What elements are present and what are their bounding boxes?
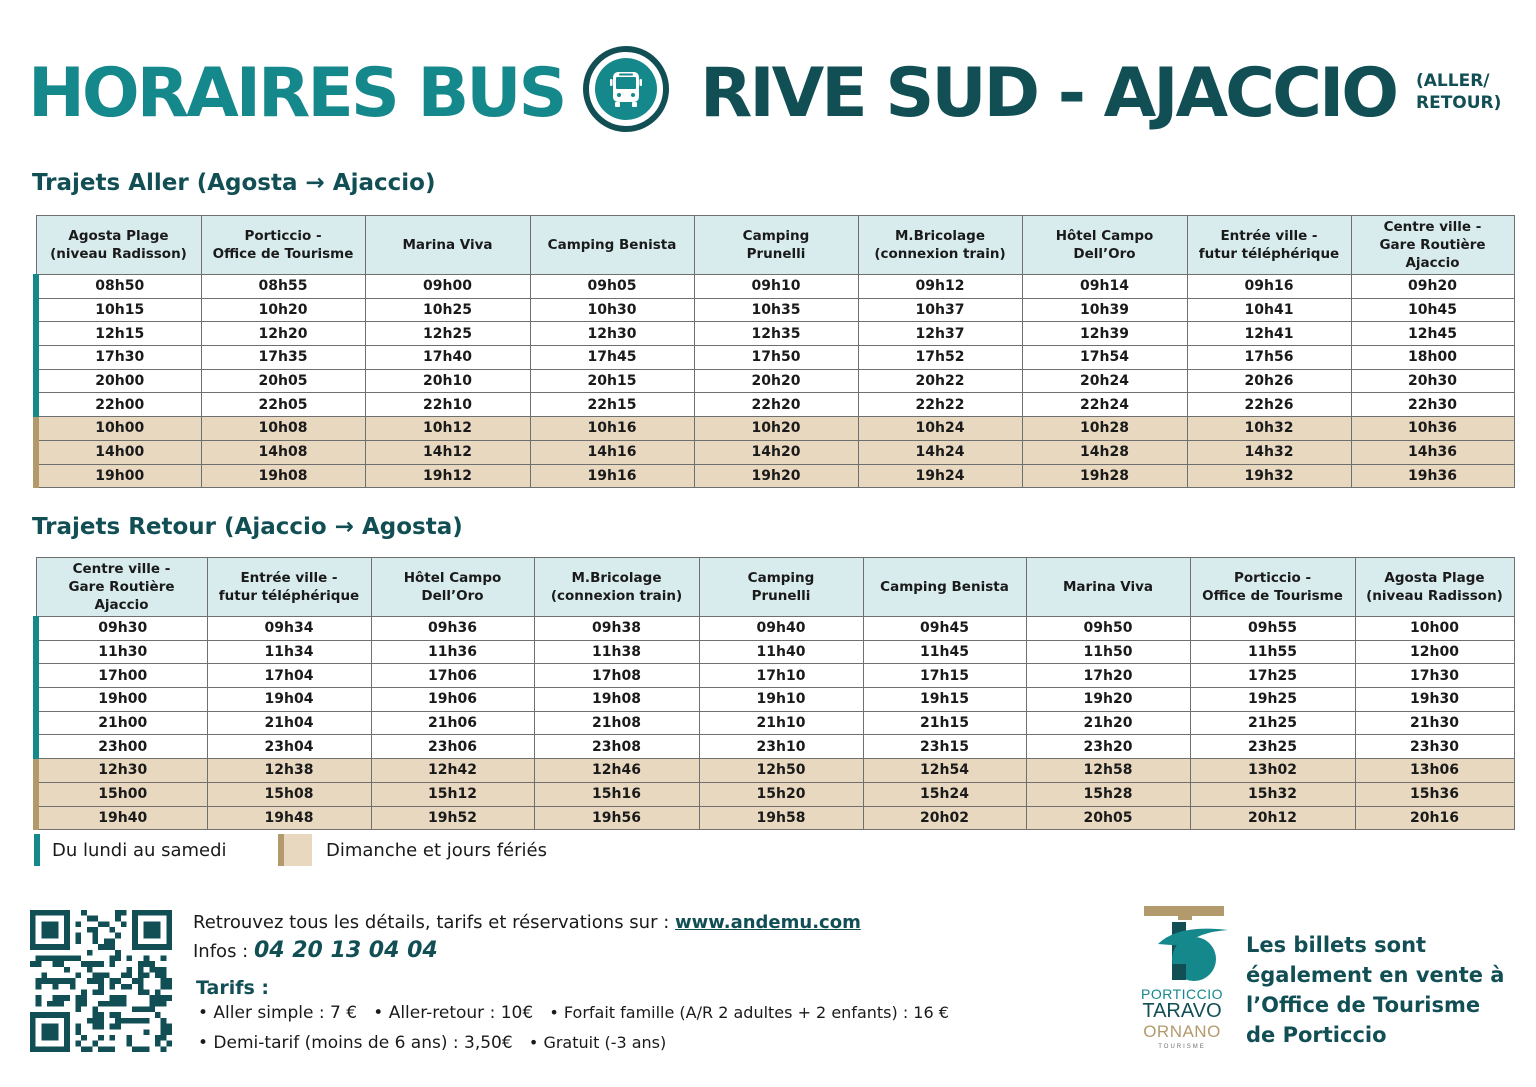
retour-column-header (371, 558, 534, 617)
time-cell: 11h36 (371, 640, 534, 664)
time-cell: 09h55 (1190, 617, 1355, 641)
time-cell: 10h30 (530, 298, 694, 322)
time-cell: 14h12 (365, 440, 530, 464)
time-cell: 23h10 (699, 735, 863, 759)
time-cell: 14h32 (1187, 440, 1351, 464)
time-cell: 21h20 (1026, 711, 1190, 735)
time-cell: 19h52 (371, 806, 534, 830)
time-cell: 15h20 (699, 782, 863, 806)
time-cell: 08h50 (36, 275, 201, 299)
time-cell: 23h30 (1355, 735, 1514, 759)
time-cell: 21h00 (36, 711, 207, 735)
retour-timetable (33, 557, 1515, 830)
time-cell: 19h36 (1351, 464, 1514, 488)
time-cell: 18h00 (1351, 346, 1514, 370)
time-cell: 09h20 (1351, 275, 1514, 299)
aller-column-header (530, 216, 694, 275)
time-cell: 14h20 (694, 440, 858, 464)
column-header-line: futur téléphérique (218, 588, 360, 604)
retour-column-header (36, 558, 207, 617)
time-cell: 12h54 (863, 759, 1026, 783)
column-header-line: Porticcio - (244, 228, 322, 244)
time-cell: 11h45 (863, 640, 1026, 664)
time-cell: 22h24 (1022, 393, 1187, 417)
time-cell: 20h26 (1187, 369, 1351, 393)
column-header-line: Prunelli (746, 246, 806, 262)
time-cell: 17h54 (1022, 346, 1187, 370)
time-cell: 17h08 (534, 664, 699, 688)
time-cell: 20h22 (858, 369, 1022, 393)
time-cell: 15h00 (36, 782, 207, 806)
column-header-line: Hôtel Campo (403, 570, 502, 586)
time-cell: 09h14 (1022, 275, 1187, 299)
page-title-left: HORAIRES BUS (28, 54, 565, 133)
legend-weekday-swatch (34, 834, 40, 866)
time-cell: 10h12 (365, 417, 530, 441)
time-cell: 10h08 (201, 417, 365, 441)
time-cell: 09h50 (1026, 617, 1190, 641)
logo-line-ornano: ORNANO (1143, 1022, 1221, 1041)
legend-weekday-label: Du lundi au samedi (52, 839, 227, 861)
time-cell: 21h08 (534, 711, 699, 735)
tarifs-title: Tarifs : (196, 977, 270, 999)
column-header-line: Camping (742, 228, 810, 244)
legend-sunday (278, 834, 547, 866)
time-cell: 09h38 (534, 617, 699, 641)
website-link[interactable]: www.andemu.com (675, 912, 861, 933)
time-cell: 22h26 (1187, 393, 1351, 417)
time-cell: 11h40 (699, 640, 863, 664)
time-cell: 14h24 (858, 440, 1022, 464)
legend-sunday-label: Dimanche et jours fériés (326, 839, 547, 861)
tarif-line-2 (198, 1033, 666, 1053)
time-cell: 09h40 (699, 617, 863, 641)
column-header-line: Centre ville - (72, 561, 171, 577)
column-header-line: Agosta Plage (68, 228, 169, 244)
time-cell: 09h45 (863, 617, 1026, 641)
time-cell: 17h40 (365, 346, 530, 370)
time-cell: 19h25 (1190, 688, 1355, 712)
time-cell: 20h15 (530, 369, 694, 393)
time-cell: 20h20 (694, 369, 858, 393)
phone-number[interactable]: 04 20 13 04 04 (253, 938, 438, 963)
aller-column-header (365, 216, 530, 275)
time-cell: 10h24 (858, 417, 1022, 441)
time-cell: 09h36 (371, 617, 534, 641)
column-header-line: Centre ville - (1383, 219, 1482, 235)
time-cell: 10h39 (1022, 298, 1187, 322)
time-cell: 14h16 (530, 440, 694, 464)
column-header-line: Camping (747, 570, 815, 586)
time-cell: 19h12 (365, 464, 530, 488)
time-cell: 19h20 (1026, 688, 1190, 712)
time-cell: 12h25 (365, 322, 530, 346)
aller-column-header (1351, 216, 1514, 275)
page-title-right: RIVE SUD - AJACCIO (700, 54, 1397, 133)
time-cell: 10h16 (530, 417, 694, 441)
column-header-line: futur téléphérique (1198, 246, 1340, 262)
column-header-line: Marina Viva (1063, 579, 1153, 595)
retour-column-header (1026, 558, 1190, 617)
retour-column-header (207, 558, 371, 617)
time-cell: 09h16 (1187, 275, 1351, 299)
aller-column-header (858, 216, 1022, 275)
details-text: Retrouvez tous les détails, tarifs et réservations sur : (193, 912, 670, 933)
column-header-line: Entrée ville - (1220, 228, 1318, 244)
time-cell: 12h58 (1026, 759, 1190, 783)
aller-weekday-row (36, 393, 1514, 417)
time-cell: 11h55 (1190, 640, 1355, 664)
time-cell: 10h37 (858, 298, 1022, 322)
aller-sunday-row (36, 440, 1514, 464)
column-header-line: Dell’Oro (1073, 246, 1136, 262)
time-cell: 12h15 (36, 322, 201, 346)
legend-sunday-swatch (278, 834, 312, 866)
time-cell: 17h06 (371, 664, 534, 688)
time-cell: 23h25 (1190, 735, 1355, 759)
qr-code-icon[interactable] (30, 910, 172, 1052)
time-cell: 12h38 (207, 759, 371, 783)
time-cell: 21h04 (207, 711, 371, 735)
time-cell: 20h05 (1026, 806, 1190, 830)
column-header-line: M.Bricolage (571, 570, 662, 586)
retour-section-title: Trajets Retour (Ajaccio → Agosta) (32, 514, 463, 540)
logo-line-taravo: TARAVO (1142, 1000, 1222, 1022)
time-cell: 23h04 (207, 735, 371, 759)
logo-line-porticcio: PORTICCIO (1140, 986, 1224, 1002)
time-cell: 20h10 (365, 369, 530, 393)
billets-note: Les billets sont également en vente à l’Office de Tourisme de Porticcio (1246, 933, 1505, 1047)
time-cell: 14h00 (36, 440, 201, 464)
time-cell: 09h00 (365, 275, 530, 299)
time-cell: 17h30 (1355, 664, 1514, 688)
time-cell: 19h32 (1187, 464, 1351, 488)
time-cell: 20h02 (863, 806, 1026, 830)
time-cell: 17h00 (36, 664, 207, 688)
infos-line (193, 938, 438, 963)
time-cell: 19h28 (1022, 464, 1187, 488)
title-note: (ALLER/ RETOUR) (1416, 71, 1502, 113)
time-cell: 23h06 (371, 735, 534, 759)
time-cell: 14h36 (1351, 440, 1514, 464)
time-cell: 19h08 (534, 688, 699, 712)
time-cell: 19h48 (207, 806, 371, 830)
time-cell: 19h16 (530, 464, 694, 488)
tarif-demi: • Demi-tarif (moins de 6 ans) : 3,50€ (198, 1033, 513, 1053)
time-cell: 19h24 (858, 464, 1022, 488)
aller-section-title: Trajets Aller (Agosta → Ajaccio) (32, 170, 436, 196)
time-cell: 10h36 (1351, 417, 1514, 441)
time-cell: 09h10 (694, 275, 858, 299)
time-cell: 10h20 (694, 417, 858, 441)
time-cell: 22h30 (1351, 393, 1514, 417)
legend-weekday (34, 834, 227, 866)
aller-sunday-row (36, 464, 1514, 488)
time-cell: 10h41 (1187, 298, 1351, 322)
time-cell: 19h56 (534, 806, 699, 830)
retour-column-header (534, 558, 699, 617)
time-cell: 19h00 (36, 688, 207, 712)
time-cell: 09h34 (207, 617, 371, 641)
time-cell: 11h34 (207, 640, 371, 664)
column-header-line: Office de Tourisme (212, 246, 354, 262)
time-cell: 12h39 (1022, 322, 1187, 346)
column-header-line: Hôtel Campo (1055, 228, 1154, 244)
time-cell: 17h25 (1190, 664, 1355, 688)
time-cell: 15h36 (1355, 782, 1514, 806)
column-header-line: (niveau Radisson) (50, 246, 187, 262)
retour-column-header (1355, 558, 1514, 617)
time-cell: 21h06 (371, 711, 534, 735)
time-cell: 21h25 (1190, 711, 1355, 735)
time-cell: 10h28 (1022, 417, 1187, 441)
column-header-line: Dell’Oro (421, 588, 484, 604)
time-cell: 15h12 (371, 782, 534, 806)
time-cell: 17h45 (530, 346, 694, 370)
time-cell: 19h20 (694, 464, 858, 488)
page-header (28, 44, 1518, 140)
time-cell: 19h40 (36, 806, 207, 830)
time-cell: 17h35 (201, 346, 365, 370)
aller-weekday-row (36, 322, 1514, 346)
time-cell: 12h45 (1351, 322, 1514, 346)
time-cell: 19h15 (863, 688, 1026, 712)
time-cell: 17h10 (699, 664, 863, 688)
aller-weekday-row (36, 346, 1514, 370)
retour-weekday-row (36, 735, 1514, 759)
time-cell: 15h16 (534, 782, 699, 806)
aller-sunday-row (36, 417, 1514, 441)
column-header-line: M.Bricolage (895, 228, 985, 244)
column-header-line: (connexion train) (874, 246, 1006, 262)
column-header-line: Porticcio - (1233, 570, 1312, 586)
time-cell: 22h10 (365, 393, 530, 417)
details-line (193, 912, 861, 933)
time-cell: 20h00 (36, 369, 201, 393)
retour-column-header (863, 558, 1026, 617)
column-header-line: Gare Routière Ajaccio (68, 579, 175, 613)
time-cell: 09h30 (36, 617, 207, 641)
time-cell: 10h32 (1187, 417, 1351, 441)
time-cell: 21h15 (863, 711, 1026, 735)
retour-weekday-row (36, 617, 1514, 641)
time-cell: 12h20 (201, 322, 365, 346)
time-cell: 19h04 (207, 688, 371, 712)
time-cell: 15h28 (1026, 782, 1190, 806)
time-cell: 17h52 (858, 346, 1022, 370)
tarif-gratuit: • Gratuit (-3 ans) (528, 1033, 667, 1052)
retour-column-header (1190, 558, 1355, 617)
time-cell: 14h28 (1022, 440, 1187, 464)
time-cell: 15h24 (863, 782, 1026, 806)
time-cell: 22h22 (858, 393, 1022, 417)
time-cell: 14h08 (201, 440, 365, 464)
time-cell: 22h05 (201, 393, 365, 417)
time-cell: 17h56 (1187, 346, 1351, 370)
time-cell: 23h20 (1026, 735, 1190, 759)
time-cell: 10h00 (36, 417, 201, 441)
time-cell: 19h58 (699, 806, 863, 830)
time-cell: 12h37 (858, 322, 1022, 346)
aller-column-header (201, 216, 365, 275)
time-cell: 17h15 (863, 664, 1026, 688)
aller-weekday-row (36, 275, 1514, 299)
time-cell: 22h00 (36, 393, 201, 417)
column-header-line: (connexion train) (550, 588, 683, 604)
time-cell: 20h12 (1190, 806, 1355, 830)
time-cell: 12h41 (1187, 322, 1351, 346)
retour-sunday-row (36, 782, 1514, 806)
time-cell: 12h30 (530, 322, 694, 346)
column-header-line: Camping Benista (880, 579, 1009, 595)
aller-column-header (36, 216, 201, 275)
time-cell: 13h02 (1190, 759, 1355, 783)
logo-line-tourisme: TOURISME (1158, 1044, 1206, 1050)
retour-weekday-row (36, 688, 1514, 712)
time-cell: 23h00 (36, 735, 207, 759)
time-cell: 12h00 (1355, 640, 1514, 664)
retour-sunday-row (36, 759, 1514, 783)
aller-weekday-row (36, 369, 1514, 393)
tarif-line-1 (198, 1003, 949, 1023)
column-header-line: Office de Tourisme (1202, 588, 1343, 604)
tarif-aller-retour: • Aller-retour : 10€ (373, 1003, 534, 1023)
time-cell: 10h15 (36, 298, 201, 322)
time-cell: 12h50 (699, 759, 863, 783)
time-cell: 10h25 (365, 298, 530, 322)
column-header-line: Camping Benista (547, 237, 677, 253)
aller-column-header (1187, 216, 1351, 275)
time-cell: 13h06 (1355, 759, 1514, 783)
time-cell: 20h05 (201, 369, 365, 393)
time-cell: 15h32 (1190, 782, 1355, 806)
column-header-line: Agosta Plage (1384, 570, 1485, 586)
time-cell: 08h55 (201, 275, 365, 299)
time-cell: 23h08 (534, 735, 699, 759)
column-header-line: Entrée ville - (240, 570, 338, 586)
retour-weekday-row (36, 711, 1514, 735)
tarif-aller-simple: • Aller simple : 7 € (198, 1003, 358, 1023)
time-cell: 19h08 (201, 464, 365, 488)
aller-timetable (33, 215, 1515, 488)
time-cell: 23h15 (863, 735, 1026, 759)
aller-column-header (694, 216, 858, 275)
time-cell: 11h38 (534, 640, 699, 664)
time-cell: 19h10 (699, 688, 863, 712)
aller-column-header (1022, 216, 1187, 275)
time-cell: 19h06 (371, 688, 534, 712)
time-cell: 17h20 (1026, 664, 1190, 688)
column-header-line: Prunelli (751, 588, 811, 604)
time-cell: 12h30 (36, 759, 207, 783)
time-cell: 09h05 (530, 275, 694, 299)
time-cell: 20h24 (1022, 369, 1187, 393)
time-cell: 17h50 (694, 346, 858, 370)
retour-weekday-row (36, 640, 1514, 664)
time-cell: 17h30 (36, 346, 201, 370)
column-header-line: Marina Viva (402, 237, 493, 253)
time-cell: 12h42 (371, 759, 534, 783)
time-cell: 17h04 (207, 664, 371, 688)
retour-sunday-row (36, 806, 1514, 830)
infos-label: Infos : (193, 941, 249, 962)
time-cell: 09h12 (858, 275, 1022, 299)
time-cell: 20h30 (1351, 369, 1514, 393)
time-cell: 12h46 (534, 759, 699, 783)
time-cell: 21h30 (1355, 711, 1514, 735)
time-cell: 10h20 (201, 298, 365, 322)
column-header-line: Gare Routière Ajaccio (1379, 237, 1486, 271)
column-header-line: (niveau Radisson) (1366, 588, 1503, 604)
time-cell: 19h00 (36, 464, 201, 488)
time-cell: 11h50 (1026, 640, 1190, 664)
time-cell: 12h35 (694, 322, 858, 346)
time-cell: 11h30 (36, 640, 207, 664)
aller-weekday-row (36, 298, 1514, 322)
time-cell: 10h35 (694, 298, 858, 322)
time-cell: 22h15 (530, 393, 694, 417)
tarif-forfait-famille: • Forfait famille (A/R 2 adultes + 2 enfants) : 16 € (549, 1003, 949, 1022)
time-cell: 10h00 (1355, 617, 1514, 641)
time-cell: 15h08 (207, 782, 371, 806)
time-cell: 22h20 (694, 393, 858, 417)
bus-icon (583, 46, 669, 132)
retour-column-header (699, 558, 863, 617)
retour-weekday-row (36, 664, 1514, 688)
time-cell: 20h16 (1355, 806, 1514, 830)
time-cell: 21h10 (699, 711, 863, 735)
time-cell: 19h30 (1355, 688, 1514, 712)
time-cell: 10h45 (1351, 298, 1514, 322)
